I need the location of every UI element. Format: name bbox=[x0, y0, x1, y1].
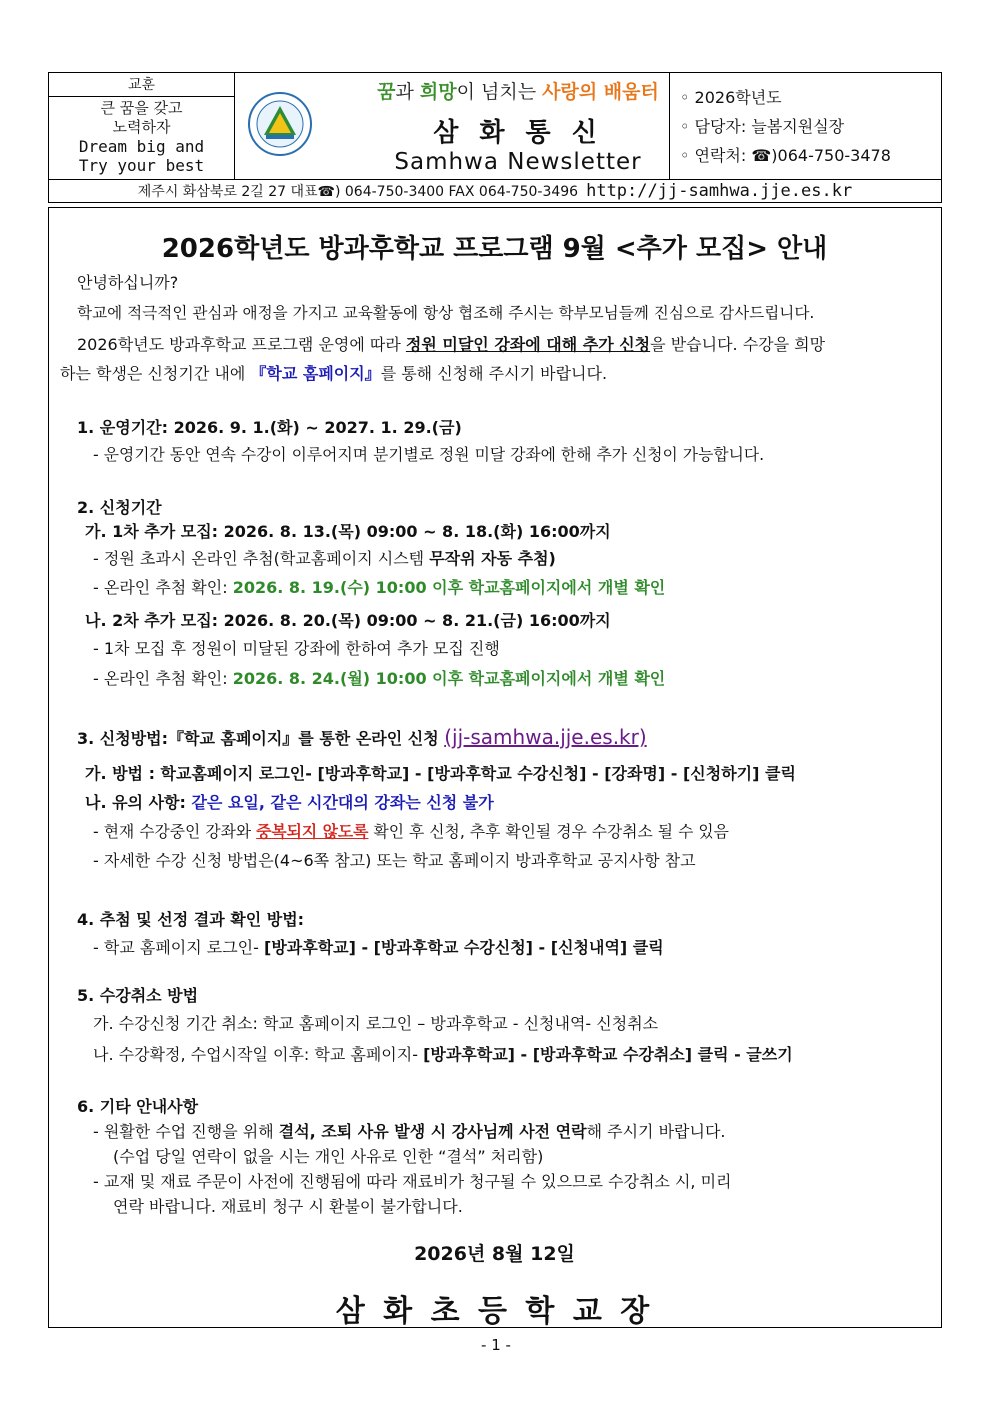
section-3-b-line-2: - 자세한 수강 신청 방법은(4~6쪽 참고) 또는 학교 홈페이지 방과후학교 공지사항 참고 bbox=[93, 851, 696, 870]
school-motto bbox=[49, 97, 235, 179]
section-2-b-line-1: - 1차 모집 후 정원이 미달된 강좌에 한하여 추가 모집 진행 bbox=[93, 639, 500, 658]
newsletter-info bbox=[669, 73, 941, 179]
section-4-line-1: - 학교 홈페이지 로그인- [방과후학교] - [방과후학교 수강신청] - [신청내역] 클릭 bbox=[93, 938, 664, 957]
newsletter-header bbox=[48, 72, 942, 203]
motto-en-1: Dream big and bbox=[78, 137, 205, 156]
notice-body bbox=[48, 207, 942, 1328]
school-address: 제주시 화삼북로 2길 27 대표☎) 064-750-3400 FAX 064-750-3496 bbox=[137, 184, 579, 200]
section-3-b-line-1: - 현재 수강중인 강좌와 중복되지 않도록 확인 후 신청, 추후 확인될 경우 수강취소 될 수 있음 bbox=[93, 822, 729, 841]
section-2-item-a: 가. 1차 추가 모집: 2026. 8. 13.(목) 09:00 ~ 8. 18.(화) 16:00까지 bbox=[85, 522, 611, 541]
section-3-item-b: 나. 유의 사항: 같은 요일, 같은 시간대의 강좌는 신청 불가 bbox=[85, 793, 494, 812]
section-4-heading: 4. 추첨 및 선정 결과 확인 방법: bbox=[77, 910, 305, 929]
page-number: - 1 - bbox=[481, 1336, 511, 1354]
newsletter-title-block bbox=[319, 73, 717, 179]
section-2-item-b: 나. 2차 추가 모집: 2026. 8. 20.(목) 09:00 ~ 8. 21.(금) 16:00까지 bbox=[85, 611, 611, 630]
signature: 삼 화 초 등 학 교 장 bbox=[335, 1294, 654, 1329]
section-6-line-1: - 원활한 수업 진행을 위해 결석, 조퇴 사유 발생 시 강사님께 사전 연락해 주시기 바랍니다. bbox=[93, 1122, 726, 1141]
section-1-heading: 1. 운영기간: 2026. 9. 1.(화) ~ 2027. 1. 29.(금) bbox=[77, 418, 462, 437]
section-2-a-line-1: - 정원 초과시 온라인 추첨(학교홈페이지 시스템 무작위 자동 추첨) bbox=[93, 549, 556, 568]
section-6-line-2: (수업 당일 연락이 없을 시는 개인 사유로 인한 “결석” 처리함) bbox=[113, 1147, 544, 1166]
info-manager: ◦ 담당자: 늘봄지원실장 bbox=[680, 117, 845, 136]
newsletter-subtitle: Samhwa Newsletter bbox=[394, 149, 642, 175]
school-logo-icon bbox=[247, 91, 313, 157]
intro-line-3: 하는 학생은 신청기간 내에 『학교 홈페이지』를 통해 신청해 주시기 바랍니다. bbox=[60, 364, 608, 383]
motto-en-2: Try your best bbox=[78, 156, 205, 175]
motto-ko-2: 노력하자 bbox=[112, 118, 171, 136]
section-2-heading: 2. 신청기간 bbox=[77, 498, 162, 517]
section-5-heading: 5. 수강취소 방법 bbox=[77, 986, 199, 1005]
address-bar bbox=[49, 179, 941, 203]
section-3-heading: 3. 신청방법:『학교 홈페이지』를 통한 온라인 신청 (jj-samhwa.jje.es.kr) bbox=[77, 725, 647, 749]
intro-line-1: 학교에 적극적인 관심과 애정을 가지고 교육활동에 항상 협조해 주시는 학부모님들께 진심으로 감사드립니다. bbox=[77, 304, 815, 322]
section-3-item-a: 가. 방법 : 학교홈페이지 로그인- [방과후학교] - [방과후학교 수강신청] - [강좌명] - [신청하기] 클릭 bbox=[85, 764, 796, 783]
section-6-heading: 6. 기타 안내사항 bbox=[77, 1097, 199, 1116]
motto-title: 교훈 bbox=[49, 73, 235, 97]
section-5-item-b: 나. 수강확정, 수업시작일 이후: 학교 홈페이지- [방과후학교] - [방과후학교 수강취소] 클릭 - 글쓰기 bbox=[93, 1045, 793, 1064]
info-contact: ◦ 연락처: ☎)064-750-3478 bbox=[680, 146, 891, 165]
greeting: 안녕하십니까? bbox=[77, 273, 179, 292]
section-1-line-1: - 운영기간 동안 연속 수강이 이루어지며 분기별로 정원 미달 강좌에 한해 추가 신청이 가능합니다. bbox=[93, 445, 765, 464]
notice-date: 2026년 8월 12일 bbox=[414, 1243, 575, 1265]
section-2-b-line-2: - 온라인 추첨 확인: 2026. 8. 24.(월) 10:00 이후 학교홈페이지에서 개별 확인 bbox=[93, 669, 666, 688]
school-url-link[interactable]: http://jj-samhwa.jje.es.kr bbox=[586, 181, 853, 201]
slogan: 꿈과 희망이 넘치는 사랑의 배움터 bbox=[377, 81, 659, 103]
newsletter-title: 삼 화 통 신 bbox=[433, 118, 603, 148]
section-5-item-a: 가. 수강신청 기간 취소: 학교 홈페이지 로그인 – 방과후학교 - 신청내역- 신청취소 bbox=[93, 1014, 659, 1033]
notice-title: 2026학년도 방과후학교 프로그램 9월 <추가 모집> 안내 bbox=[161, 234, 828, 264]
info-year: ◦ 2026학년도 bbox=[680, 88, 782, 107]
section-2-a-line-2: - 온라인 추첨 확인: 2026. 8. 19.(수) 10:00 이후 학교홈페이지에서 개별 확인 bbox=[93, 578, 666, 597]
section-6-line-3: - 교재 및 재료 주문이 사전에 진행됨에 따라 재료비가 청구될 수 있으므로 수강취소 시, 미리 bbox=[93, 1172, 732, 1191]
section-6-line-4: 연락 바랍니다. 재료비 청구 시 환불이 불가합니다. bbox=[113, 1197, 463, 1216]
intro-line-2: 2026학년도 방과후학교 프로그램 운영에 따라 정원 미달인 강좌에 대해 추가 신청을 받습니다. 수강을 희망 bbox=[77, 335, 826, 354]
homepage-link[interactable]: (jj-samhwa.jje.es.kr) bbox=[444, 725, 647, 749]
motto-ko-1: 큰 꿈을 갖고 bbox=[100, 99, 183, 117]
